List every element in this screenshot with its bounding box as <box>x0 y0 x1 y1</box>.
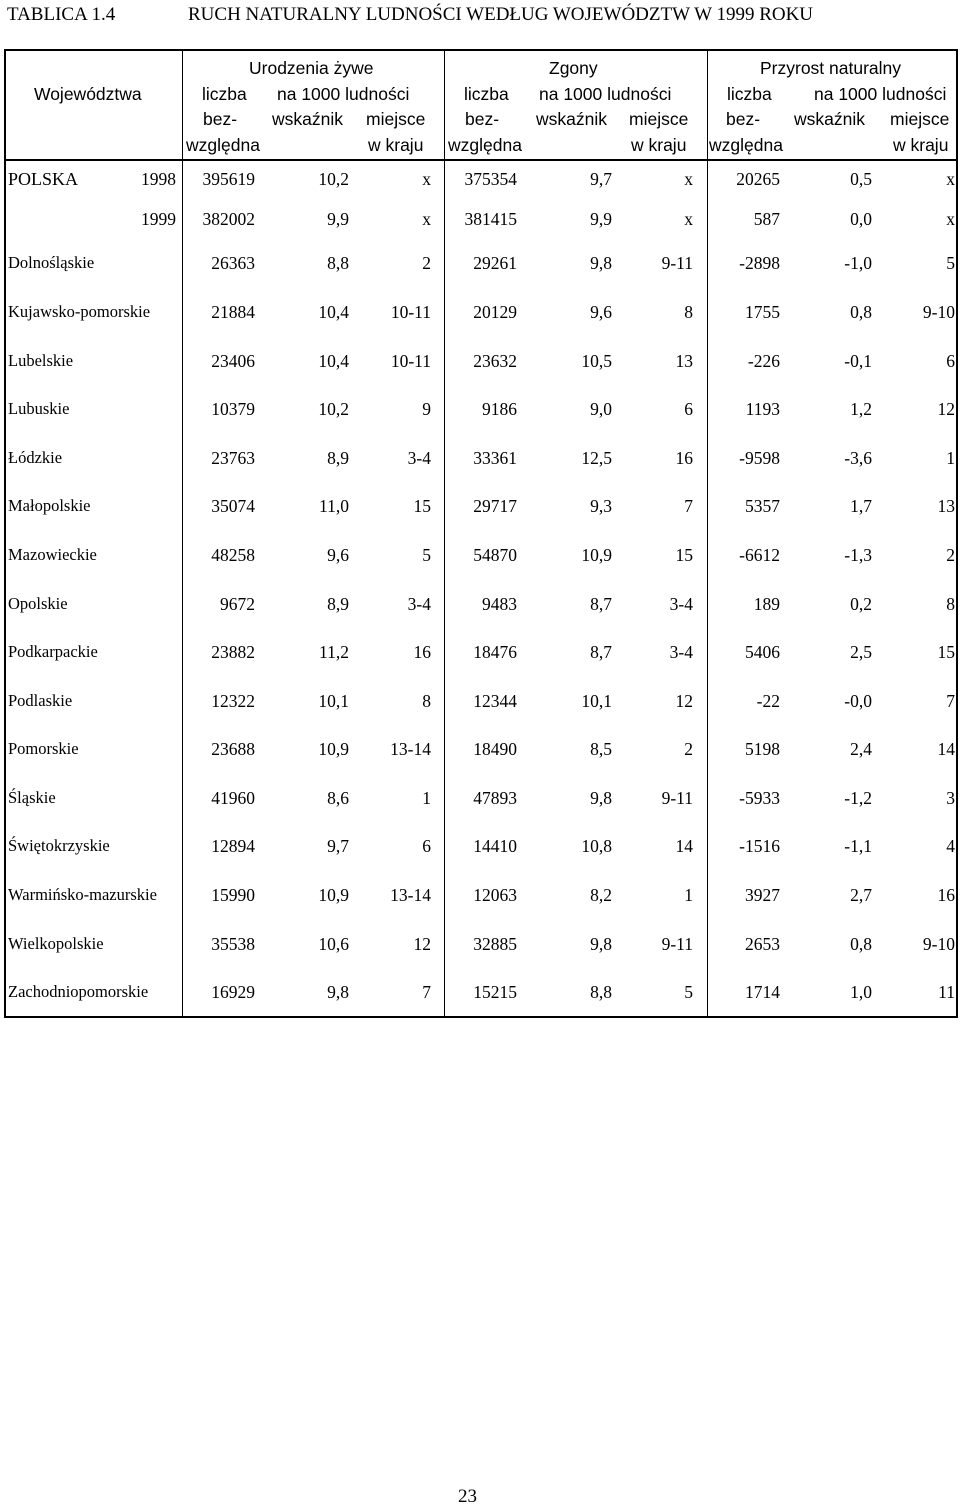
table-cell: 8,9 <box>327 594 349 614</box>
table-cell: 41960 <box>211 788 255 808</box>
table-cell: x <box>422 169 431 189</box>
table-cell: 6 <box>684 399 693 419</box>
table-cell: 395619 <box>202 169 255 189</box>
table-cell: 33361 <box>473 448 517 468</box>
table-cell: 5406 <box>745 642 780 662</box>
table-cell: -3,6 <box>844 448 872 468</box>
table-cell: 10,1 <box>581 691 612 711</box>
table-cell: 9-11 <box>661 788 693 808</box>
region-name: POLSKA <box>8 169 79 189</box>
header-bez: bez- <box>726 109 761 129</box>
header-wkraju: w kraju <box>631 135 687 155</box>
region-name: Podkarpackie <box>8 642 98 661</box>
table-cell: 1,2 <box>850 399 872 419</box>
table-cell: 0,8 <box>850 934 872 954</box>
table-cell: 20265 <box>736 169 780 189</box>
table-cell: 3927 <box>745 885 780 905</box>
header-miejsce: miejsce <box>629 109 689 129</box>
header-wkraju: w kraju <box>893 135 949 155</box>
divider-line <box>707 51 708 159</box>
table-title: RUCH NATURALNY LUDNOŚCI WEDŁUG WOJEWÓDZTW W 1999 ROKU <box>188 4 814 25</box>
table-cell: 189 <box>753 594 780 614</box>
table-cell: 23632 <box>473 351 517 371</box>
table-row <box>4 251 958 275</box>
table-row <box>4 980 958 1004</box>
table-cell: 11,0 <box>319 496 349 516</box>
header-na1000: na 1000 ludności <box>814 84 947 104</box>
region-name: Kujawsko-pomorskie <box>8 302 151 321</box>
table-cell: 12894 <box>211 836 255 856</box>
header-wskaznik: wskaźnik <box>794 109 865 129</box>
table-cell: 12063 <box>473 885 517 905</box>
table-cell: 10379 <box>211 399 255 419</box>
table-cell: 14 <box>937 739 955 759</box>
table-cell: 10,4 <box>318 302 349 322</box>
region-name: Lubuskie <box>8 399 70 418</box>
header-wzgledna: względna <box>709 135 783 155</box>
table-cell: 5 <box>946 253 955 273</box>
table-cell: 1 <box>422 788 431 808</box>
region-name: Podlaskie <box>8 691 73 710</box>
table-cell: 13-14 <box>390 739 431 759</box>
header-group-urodzenia: Urodzenia żywe <box>249 58 374 78</box>
table-cell: 375354 <box>464 169 517 189</box>
table-cell: 16 <box>413 642 431 662</box>
table-cell: 23406 <box>211 351 255 371</box>
region-name: Małopolskie <box>8 496 91 515</box>
table-cell: 9,3 <box>590 496 612 516</box>
region-name: Śląskie <box>8 788 56 807</box>
table-row <box>4 640 958 664</box>
table-cell: 5357 <box>745 496 780 516</box>
table-label: TABLICA 1.4 <box>7 4 116 25</box>
header-liczba: liczba <box>727 84 772 104</box>
table-cell: 23882 <box>211 642 255 662</box>
table-cell: 23763 <box>211 448 255 468</box>
table-cell: 15215 <box>473 982 517 1002</box>
header-miejsce: miejsce <box>890 109 950 129</box>
region-name: Pomorskie <box>8 739 79 758</box>
header-wojewodztwa: Województwa <box>34 84 142 104</box>
table-cell: 1,0 <box>850 982 872 1002</box>
table-cell: 7 <box>684 496 693 516</box>
table-cell: 2,7 <box>850 885 872 905</box>
table-cell: -1516 <box>739 836 780 856</box>
table-row <box>4 300 958 324</box>
table-cell: 587 <box>753 209 780 229</box>
table-cell: 381415 <box>464 209 517 229</box>
table-cell: 12344 <box>473 691 517 711</box>
table-cell: 10,8 <box>581 836 612 856</box>
header-group-przyrost: Przyrost naturalny <box>760 58 902 78</box>
header-na1000: na 1000 ludności <box>277 84 410 104</box>
table-cell: 12322 <box>211 691 255 711</box>
table-cell: 9,7 <box>327 836 349 856</box>
table-cell: 23688 <box>211 739 255 759</box>
table-cell: 3-4 <box>669 594 693 614</box>
table-cell: 9,8 <box>327 982 349 1002</box>
table-cell: 9483 <box>482 594 517 614</box>
table-cell: 32885 <box>473 934 517 954</box>
table-cell: 26363 <box>211 253 255 273</box>
table-cell: 1755 <box>745 302 780 322</box>
table-cell: 14 <box>675 836 693 856</box>
region-name: Świętokrzyskie <box>8 836 110 855</box>
table-cell: 0,0 <box>850 209 872 229</box>
table-row <box>4 689 958 713</box>
divider-line <box>444 51 445 159</box>
table-cell: 9-10 <box>922 302 955 322</box>
table-cell: 8,9 <box>327 448 349 468</box>
table-cell: 6 <box>422 836 431 856</box>
table-cell: 1 <box>946 448 955 468</box>
table-cell: -2898 <box>739 253 780 273</box>
table-cell: 2 <box>684 739 693 759</box>
table-cell: x <box>946 169 955 189</box>
table-row <box>4 592 958 616</box>
table-cell: 7 <box>422 982 431 1002</box>
table-row <box>4 786 958 810</box>
table-cell: 2,5 <box>850 642 872 662</box>
table-cell: 3 <box>946 788 955 808</box>
table-row <box>4 883 958 907</box>
table-row <box>4 932 958 956</box>
table-cell: 9-10 <box>922 934 955 954</box>
table-cell: 4 <box>946 836 955 856</box>
header-wkraju: w kraju <box>368 135 424 155</box>
table-cell: -1,2 <box>844 788 872 808</box>
table-cell: -9598 <box>739 448 780 468</box>
data-table <box>4 49 958 1018</box>
table-cell: 18476 <box>473 642 517 662</box>
table-cell: 2,4 <box>850 739 872 759</box>
table-cell: 54870 <box>473 545 517 565</box>
table-cell: 5198 <box>745 739 780 759</box>
header-wzgledna: względna <box>448 135 522 155</box>
table-cell: 8,6 <box>327 788 349 808</box>
table-cell: 382002 <box>202 209 255 229</box>
table-cell: 14410 <box>473 836 517 856</box>
header-wskaznik: wskaźnik <box>536 109 607 129</box>
table-border-right <box>956 51 958 159</box>
table-cell: 9672 <box>220 594 255 614</box>
header-na1000: na 1000 ludności <box>539 84 672 104</box>
row-year: 1998 <box>141 169 176 189</box>
table-cell: 2 <box>946 545 955 565</box>
table-cell: 1 <box>684 885 693 905</box>
table-cell: 12 <box>937 399 955 419</box>
table-cell: 9 <box>422 399 431 419</box>
table-cell: -6612 <box>739 545 780 565</box>
table-cell: 15 <box>675 545 693 565</box>
table-cell: 10,9 <box>318 739 349 759</box>
row-year: 1999 <box>141 209 176 229</box>
table-cell: 9-11 <box>661 934 693 954</box>
table-cell: 12 <box>675 691 693 711</box>
table-cell: 10,5 <box>581 351 612 371</box>
table-cell: x <box>946 209 955 229</box>
table-cell: 10,6 <box>318 934 349 954</box>
table-cell: 21884 <box>211 302 255 322</box>
table-cell: 12 <box>413 934 431 954</box>
table-cell: 8 <box>422 691 431 711</box>
table-cell: 5 <box>684 982 693 1002</box>
table-cell: 13 <box>675 351 693 371</box>
region-name: Opolskie <box>8 594 68 613</box>
table-row <box>4 543 958 567</box>
table-cell: 5 <box>422 545 431 565</box>
table-cell: 1,7 <box>850 496 872 516</box>
table-cell: -1,1 <box>844 836 872 856</box>
region-name: Mazowieckie <box>8 545 97 564</box>
table-cell: 11 <box>938 982 955 1002</box>
table-cell: 8,8 <box>590 982 612 1002</box>
table-cell: -1,0 <box>844 253 872 273</box>
table-cell: 13 <box>937 496 955 516</box>
table-row <box>4 737 958 761</box>
table-cell: 8 <box>946 594 955 614</box>
table-cell: 9,7 <box>590 169 612 189</box>
region-name: Lubelskie <box>8 351 74 370</box>
table-border-left <box>4 51 6 159</box>
table-cell: 9,8 <box>590 253 612 273</box>
table-cell: x <box>422 209 431 229</box>
table-cell: 0,2 <box>850 594 872 614</box>
table-cell: 1714 <box>745 982 780 1002</box>
table-cell: -226 <box>747 351 780 371</box>
table-cell: -0,0 <box>844 691 872 711</box>
table-cell: 9-11 <box>661 253 693 273</box>
table-cell: 0,8 <box>850 302 872 322</box>
page-number: 23 <box>458 1486 477 1507</box>
table-cell: 35074 <box>211 496 255 516</box>
table-cell: 20129 <box>473 302 517 322</box>
table-cell: 18490 <box>473 739 517 759</box>
region-name: Łódzkie <box>8 448 63 467</box>
table-cell: -0,1 <box>844 351 872 371</box>
table-cell: 10,2 <box>318 399 349 419</box>
table-cell: -5933 <box>739 788 780 808</box>
table-cell: 9,8 <box>590 788 612 808</box>
table-cell: -1,3 <box>844 545 872 565</box>
region-name: Zachodniopomorskie <box>8 982 149 1001</box>
header-wzgledna: względna <box>186 135 260 155</box>
table-cell: 16 <box>937 885 955 905</box>
header-miejsce: miejsce <box>366 109 426 129</box>
table-cell: 48258 <box>211 545 255 565</box>
table-cell: 9,6 <box>590 302 612 322</box>
table-cell: 8,8 <box>327 253 349 273</box>
table-cell: 15 <box>937 642 955 662</box>
table-cell: 3-4 <box>407 594 431 614</box>
table-cell: 0,5 <box>850 169 872 189</box>
table-cell: 7 <box>946 691 955 711</box>
table-cell: 10,2 <box>318 169 349 189</box>
table-cell: 9,8 <box>590 934 612 954</box>
table-body <box>4 161 958 1018</box>
region-name: Warmińsko-mazurskie <box>8 885 157 904</box>
table-cell: 12,5 <box>581 448 612 468</box>
table-header <box>4 49 958 161</box>
table-cell: 8,7 <box>590 642 612 662</box>
header-liczba: liczba <box>464 84 509 104</box>
region-name: Wielkopolskie <box>8 934 104 953</box>
header-wskaznik: wskaźnik <box>272 109 343 129</box>
table-cell: 13-14 <box>390 885 431 905</box>
table-cell: 8,2 <box>590 885 612 905</box>
table-cell: 47893 <box>473 788 517 808</box>
table-cell: 15 <box>413 496 431 516</box>
header-group-zgony: Zgony <box>549 58 598 78</box>
table-row <box>4 446 958 470</box>
table-row <box>4 397 958 421</box>
table-cell: 29717 <box>473 496 517 516</box>
table-cell: -22 <box>756 691 780 711</box>
table-cell: 2 <box>422 253 431 273</box>
table-row <box>4 494 958 518</box>
table-cell: 11,2 <box>319 642 349 662</box>
table-cell: 3-4 <box>407 448 431 468</box>
table-cell: 8 <box>684 302 693 322</box>
table-row <box>4 834 958 858</box>
table-cell: 2653 <box>745 934 780 954</box>
divider-line <box>182 51 183 159</box>
table-cell: 10,1 <box>318 691 349 711</box>
table-cell: 29261 <box>473 253 517 273</box>
header-liczba: liczba <box>202 84 247 104</box>
table-row <box>4 207 958 231</box>
table-cell: 10,4 <box>318 351 349 371</box>
header-bez: bez- <box>203 109 238 129</box>
table-row <box>4 349 958 373</box>
table-row <box>4 167 958 191</box>
table-cell: x <box>684 169 693 189</box>
table-cell: 9,0 <box>590 399 612 419</box>
table-cell: 10,9 <box>318 885 349 905</box>
table-cell: 8,5 <box>590 739 612 759</box>
table-cell: 3-4 <box>669 642 693 662</box>
table-cell: 9,9 <box>327 209 349 229</box>
table-cell: x <box>684 209 693 229</box>
table-cell: 9,6 <box>327 545 349 565</box>
table-cell: 16929 <box>211 982 255 1002</box>
table-cell: 16 <box>675 448 693 468</box>
header-bez: bez- <box>465 109 500 129</box>
table-cell: 1193 <box>745 399 780 419</box>
table-cell: 6 <box>946 351 955 371</box>
table-cell: 8,7 <box>590 594 612 614</box>
table-cell: 10-11 <box>390 351 431 371</box>
table-cell: 15990 <box>211 885 255 905</box>
table-cell: 35538 <box>211 934 255 954</box>
table-cell: 10,9 <box>581 545 612 565</box>
table-cell: 9186 <box>482 399 517 419</box>
region-name: Dolnośląskie <box>8 253 95 272</box>
table-cell: 9,9 <box>590 209 612 229</box>
table-cell: 10-11 <box>390 302 431 322</box>
